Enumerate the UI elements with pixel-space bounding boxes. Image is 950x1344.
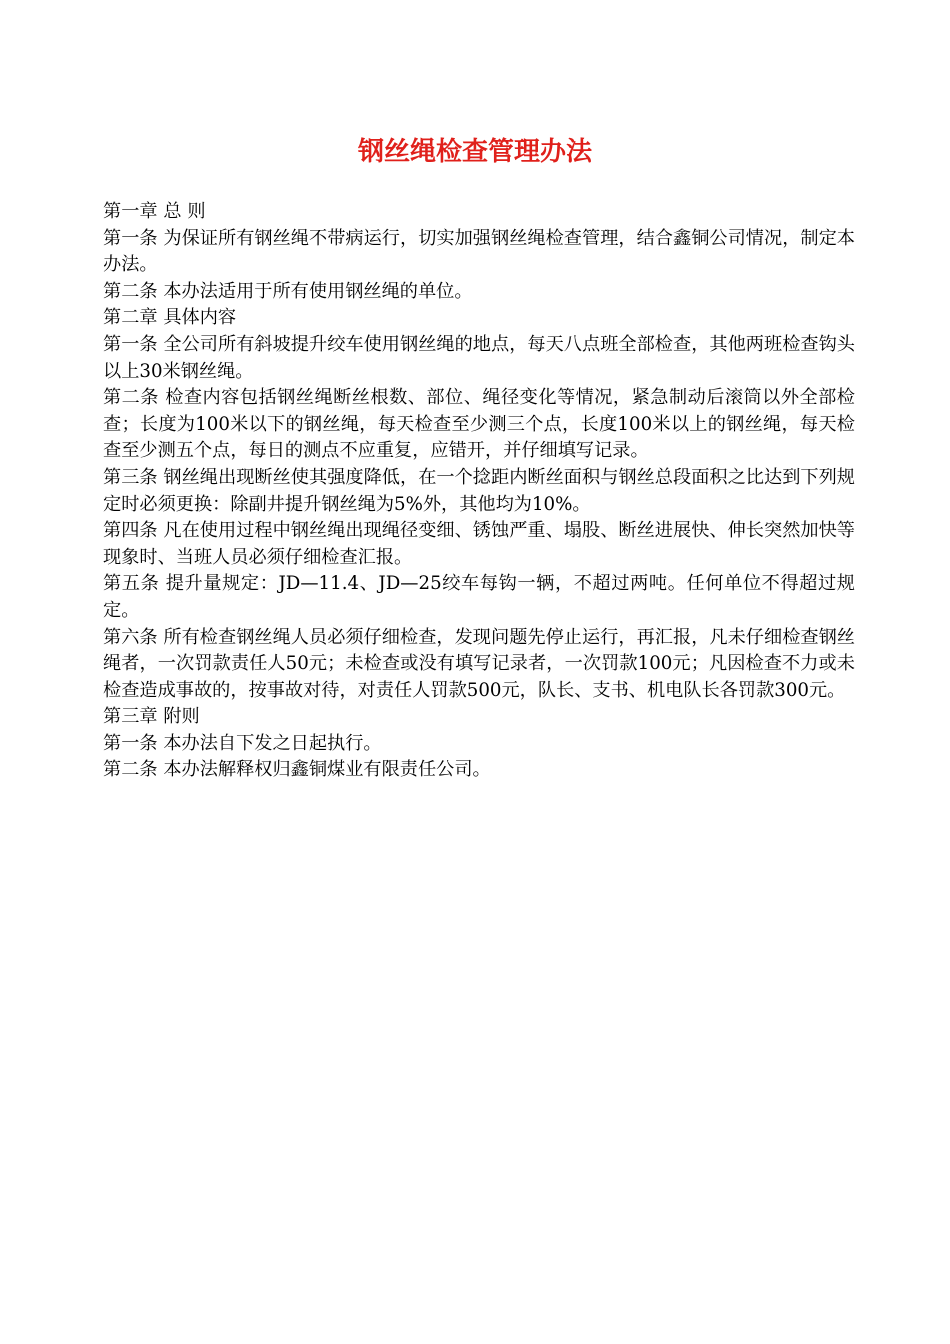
chapter-2-article-6: 第六条 所有检查钢丝绳人员必须仔细检查，发现问题先停止运行，再汇报，凡未仔细检查钢丝绳者，一次罚款责任人50元；未检查或没有填写记录者，一次罚款100元；凡因检查不力或未检查造成事故的，按事故对待，对责任人罚款500元，队长、支书、机电队长各罚款300元。 <box>103 626 855 701</box>
chapter-2-article-5: 第五条 提升量规定：JD—11.4、JD—25绞车每钩一辆，不超过两吨。任何单位不得超过规定。 <box>103 573 855 621</box>
document-title: 钢丝绳检查管理办法 <box>357 137 592 167</box>
document-body <box>103 199 855 784</box>
chapter-1-article-1: 第一条 为保证所有钢丝绳不带病运行，切实加强钢丝绳检查管理，结合鑫铜公司情况，制定本办法。 <box>103 227 855 276</box>
chapter-2-article-4: 第四条 凡在使用过程中钢丝绳出现绳径变细、锈蚀严重、塌股、断丝进展快、伸长突然加快等现象时、当班人员必须仔细检查汇报。 <box>103 520 855 568</box>
chapter-2-article-1: 第一条 全公司所有斜坡提升绞车使用钢丝绳的地点，每天八点班全部检查，其他两班检查钩头以上30米钢丝绳。 <box>103 333 855 382</box>
chapter-2-heading: 第二章 具体内容 <box>103 307 237 329</box>
chapter-2-article-3: 第三条 钢丝绳出现断丝使其强度降低，在一个捻距内断丝面积与钢丝总段面积之比达到下列规定时必须更换：除副井提升钢丝绳为5%外，其他均为10%。 <box>103 466 855 515</box>
chapter-3-article-1: 第一条 本办法自下发之日起执行。 <box>103 732 382 754</box>
chapter-2-article-2: 第二条 检查内容包括钢丝绳断丝根数、部位、绳径变化等情况，紧急制动后滚筒以外全部检查；长度为100米以下的钢丝绳，每天检查至少测三个点，长度100米以上的钢丝绳，每天检查至少测五个点，每日的测点不应重复，应错开，并仔细填写记录。 <box>103 387 855 462</box>
chapter-3-heading: 第三章 附则 <box>103 706 200 728</box>
chapter-3-article-2: 第二条 本办法解释权归鑫铜煤业有限责任公司。 <box>103 759 491 781</box>
chapter-1-article-2: 第二条 本办法适用于所有使用钢丝绳的单位。 <box>103 280 473 302</box>
chapter-1-heading: 第一章 总 则 <box>103 201 206 222</box>
